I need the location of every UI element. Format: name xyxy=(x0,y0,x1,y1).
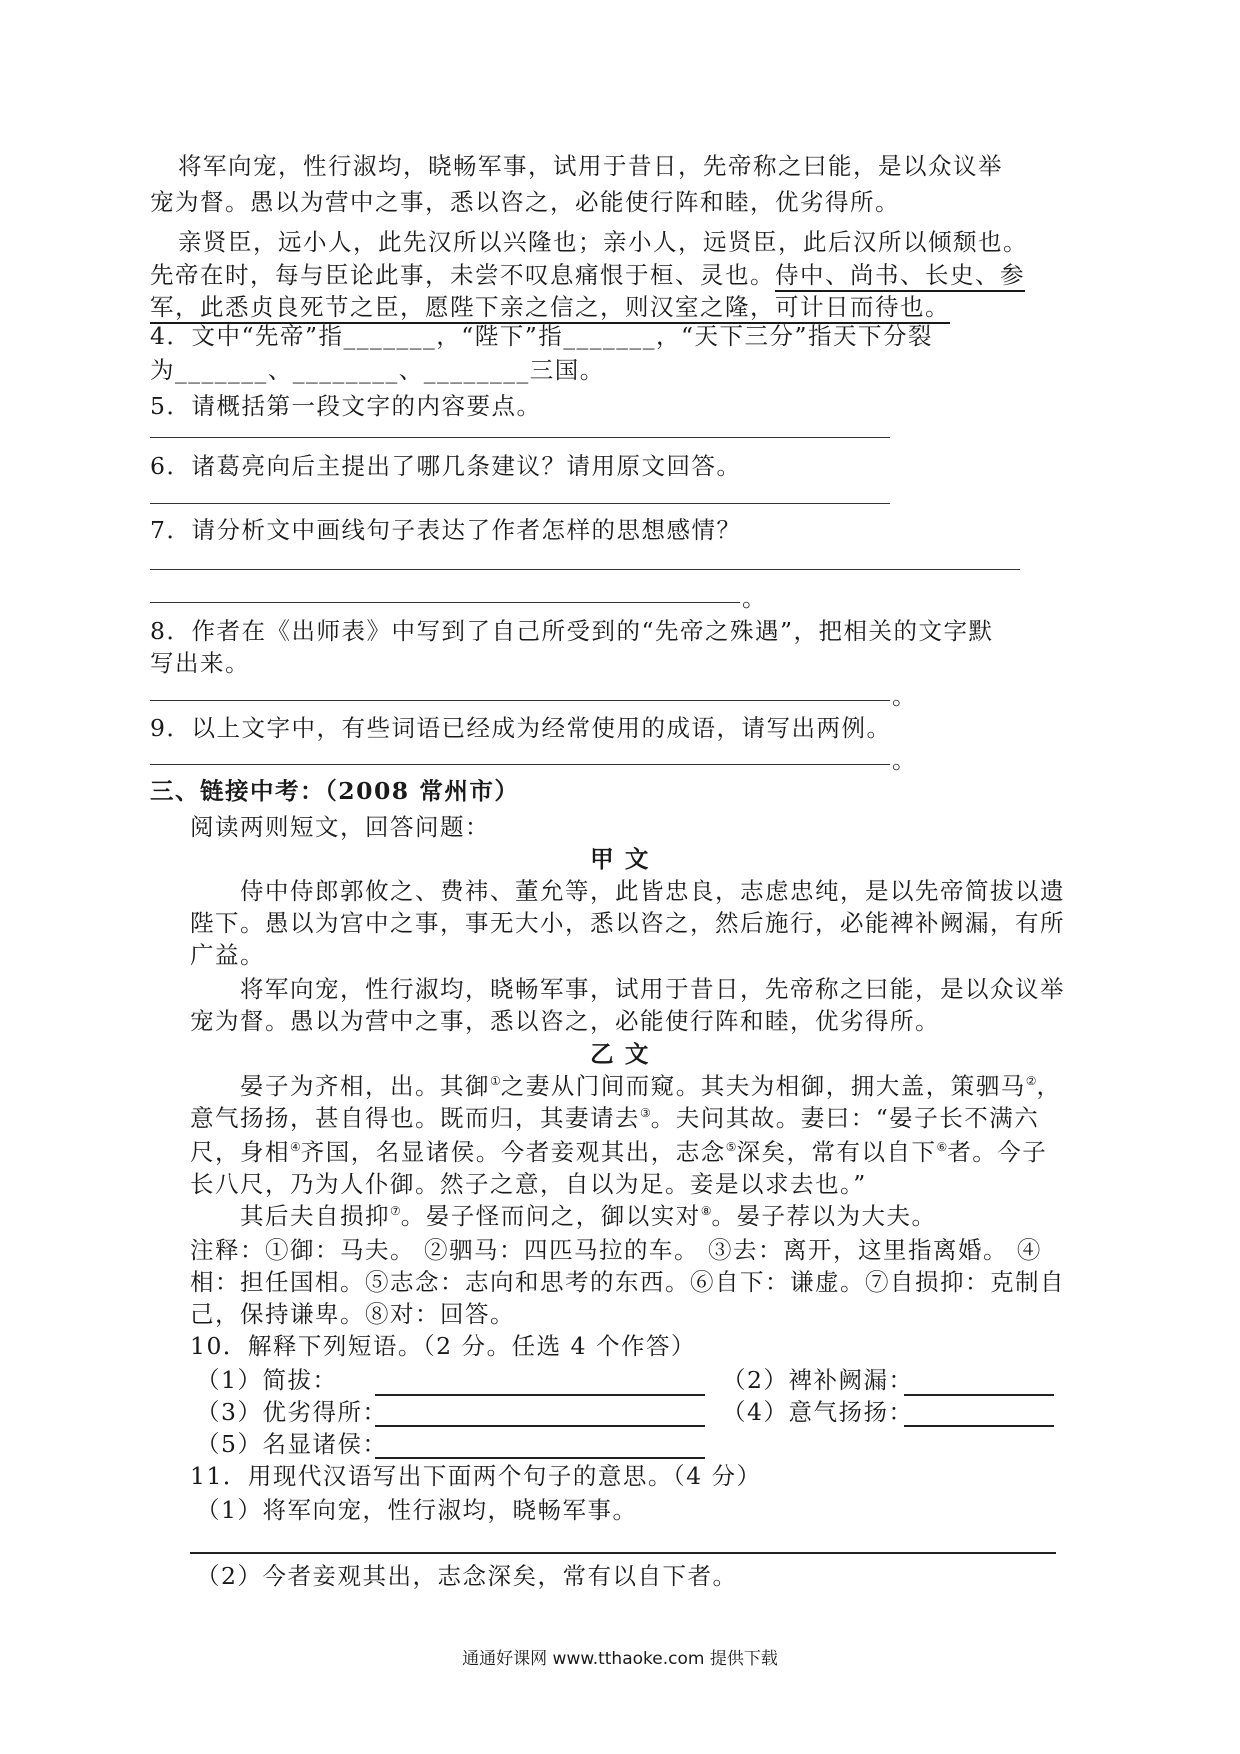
footnote-mark: ⑦ xyxy=(390,1204,401,1219)
passage-text: 先帝在时，每与臣论此事，未尝不叹息痛恨于桓、灵也。 xyxy=(150,261,775,289)
yi-line xyxy=(190,1100,1039,1136)
footnote-mark: ③ xyxy=(640,1106,651,1121)
yi-line: 长八尺，乃为人仆御。然子之意，自以为足。妾是以求去也。” xyxy=(190,1170,867,1198)
q10-item-1: （1）简拔： xyxy=(196,1366,338,1394)
yi-text: 者。今子 xyxy=(947,1138,1048,1166)
notes-line: 己，保持谦卑。⑧对：回答。 xyxy=(190,1300,515,1328)
jia-line: 广益。 xyxy=(190,941,265,969)
yi-text: 尺，身相 xyxy=(190,1138,290,1166)
question-8: 8．作者在《出师表》中写到了自己所受到的“先帝之殊遇”，把相关的文字默 xyxy=(150,617,994,645)
question-11: 11．用现代汉语写出下面两个句子的意思。（4 分） xyxy=(190,1462,762,1490)
yi-text: 齐国，名显诸侯。今者妾观其出，志念 xyxy=(300,1138,726,1166)
answer-line[interactable] xyxy=(150,437,890,438)
question-6: 6．诸葛亮向后主提出了哪几条建议？请用原文回答。 xyxy=(150,452,742,480)
footnote-mark: ② xyxy=(1025,1074,1037,1089)
footnote-mark: ⑤ xyxy=(725,1140,737,1155)
question-7: 7．请分析文中画线句子表达了作者怎样的思想感情？ xyxy=(150,516,742,544)
answer-line[interactable] xyxy=(150,602,740,603)
passage-jia-title: 甲 文 xyxy=(590,845,650,873)
underlined-sentence: 军，此悉贞良死节之臣，愿陛下亲之信之，则汉室之隆，可计日而待也。 xyxy=(150,293,950,321)
jia-line: 将军向宠，性行淑均，晓畅军事，试用于昔日，先帝称之曰能，是以众议举 xyxy=(240,975,1065,1003)
question-9: 9．以上文字中，有些词语已经成为经常使用的成语，请写出两例。 xyxy=(150,714,892,742)
answer-line[interactable] xyxy=(904,1425,1054,1427)
footnote-mark: ⑧ xyxy=(700,1204,712,1219)
answer-line[interactable] xyxy=(190,1552,1056,1554)
underlined-sentence: 侍中、尚书、长史、参 xyxy=(775,261,1025,289)
passage-line: 将军向宠，性行淑均，晓畅军事，试用于昔日，先帝称之曰能，是以众议举 xyxy=(178,152,1003,180)
answer-line[interactable] xyxy=(375,1394,705,1396)
answer-line[interactable] xyxy=(150,569,1020,570)
yi-text: 意气扬扬，甚自得也。既而归，其妻请去 xyxy=(190,1104,640,1132)
q11-item-2: （2）今者妾观其出，志念深矣，常有以自下者。 xyxy=(196,1562,738,1590)
q10-item-4: （4）意气扬扬： xyxy=(722,1398,914,1426)
yi-text: 。晏子怪而问之，御以实对 xyxy=(400,1202,701,1230)
footer-watermark: 通通好课网 www.tthaoke.com 提供下载 xyxy=(462,1649,778,1669)
q10-item-5: （5）名显诸侯： xyxy=(196,1430,388,1458)
question-4: 4．文中“先帝”指_______，“陛下”指_______，“天下三分”指天下分裂 xyxy=(150,322,934,350)
yi-text: 之妻从门间而窥。其夫为相御，拥大盖，策驷马 xyxy=(500,1072,1026,1100)
yi-text: 。晏子荐以为大夫。 xyxy=(711,1202,937,1230)
footnote-mark: ⑥ xyxy=(936,1140,948,1155)
yi-text: ， xyxy=(1036,1072,1062,1100)
footnote-mark: ④ xyxy=(290,1140,301,1155)
section-intro: 阅读两则短文，回答问题： xyxy=(190,813,490,841)
footnote-mark: ① xyxy=(490,1074,501,1089)
section-heading: 三、链接中考：（2008 常州市） xyxy=(150,777,520,805)
q10-item-2: （2）裨补阙漏： xyxy=(722,1366,914,1394)
yi-text: 。夫问其故。妻曰：“晏子长不满六 xyxy=(650,1104,1040,1132)
period-mark: 。 xyxy=(892,682,917,710)
passage-yi-title: 乙 文 xyxy=(590,1040,650,1068)
answer-line[interactable] xyxy=(375,1425,705,1427)
yi-text: 晏子为齐相，出。其御 xyxy=(240,1072,490,1100)
question-8-cont: 写出来。 xyxy=(150,649,250,677)
yi-text: 深矣，常有以自下 xyxy=(736,1138,937,1166)
jia-line: 陛下。愚以为宫中之事，事无大小，悉以咨之，然后施行，必能裨补阙漏，有所 xyxy=(190,909,1065,937)
notes-line: 相：担任国相。⑤志念：志向和思考的东西。⑥自下：谦虚。⑦自损抑：克制自 xyxy=(190,1268,1065,1296)
passage-line xyxy=(150,257,1025,293)
yi-line xyxy=(240,1068,1062,1104)
jia-line: 侍中侍郎郭攸之、费祎、董允等，此皆忠良，志虑忠纯，是以先帝简拔以遗 xyxy=(240,877,1065,905)
answer-line[interactable] xyxy=(904,1394,1054,1396)
yi-line xyxy=(190,1134,1047,1170)
answer-line[interactable] xyxy=(150,700,890,701)
question-4-cont: 为_______、________、________三国。 xyxy=(150,356,605,384)
yi-text: 其后夫自损抑 xyxy=(240,1202,390,1230)
passage-line: 亲贤臣，远小人，此先汉所以兴隆也；亲小人，远贤臣，此后汉所以倾颓也。 xyxy=(178,228,1028,256)
question-10: 10．解释下列短语。（2 分。任选 4 个作答） xyxy=(190,1332,696,1360)
answer-line[interactable] xyxy=(150,503,890,504)
q11-item-1: （1）将军向宠，性行淑均，晓畅军事。 xyxy=(196,1496,638,1524)
question-5: 5．请概括第一段文字的内容要点。 xyxy=(150,392,542,420)
q10-item-3: （3）优劣得所： xyxy=(196,1398,388,1426)
period-mark: 。 xyxy=(742,584,767,612)
jia-line: 宠为督。愚以为营中之事，悉以咨之，必能使行阵和睦，优劣得所。 xyxy=(190,1007,940,1035)
answer-line[interactable] xyxy=(150,764,890,765)
passage-line: 宠为督。愚以为营中之事，悉以咨之，必能使行阵和睦，优劣得所。 xyxy=(150,188,900,216)
yi-line xyxy=(240,1198,937,1234)
notes-line: 注释：①御：马夫。 ②驷马：四匹马拉的车。 ③去：离开，这里指离婚。 ④ xyxy=(190,1236,1042,1264)
period-mark: 。 xyxy=(892,746,917,774)
